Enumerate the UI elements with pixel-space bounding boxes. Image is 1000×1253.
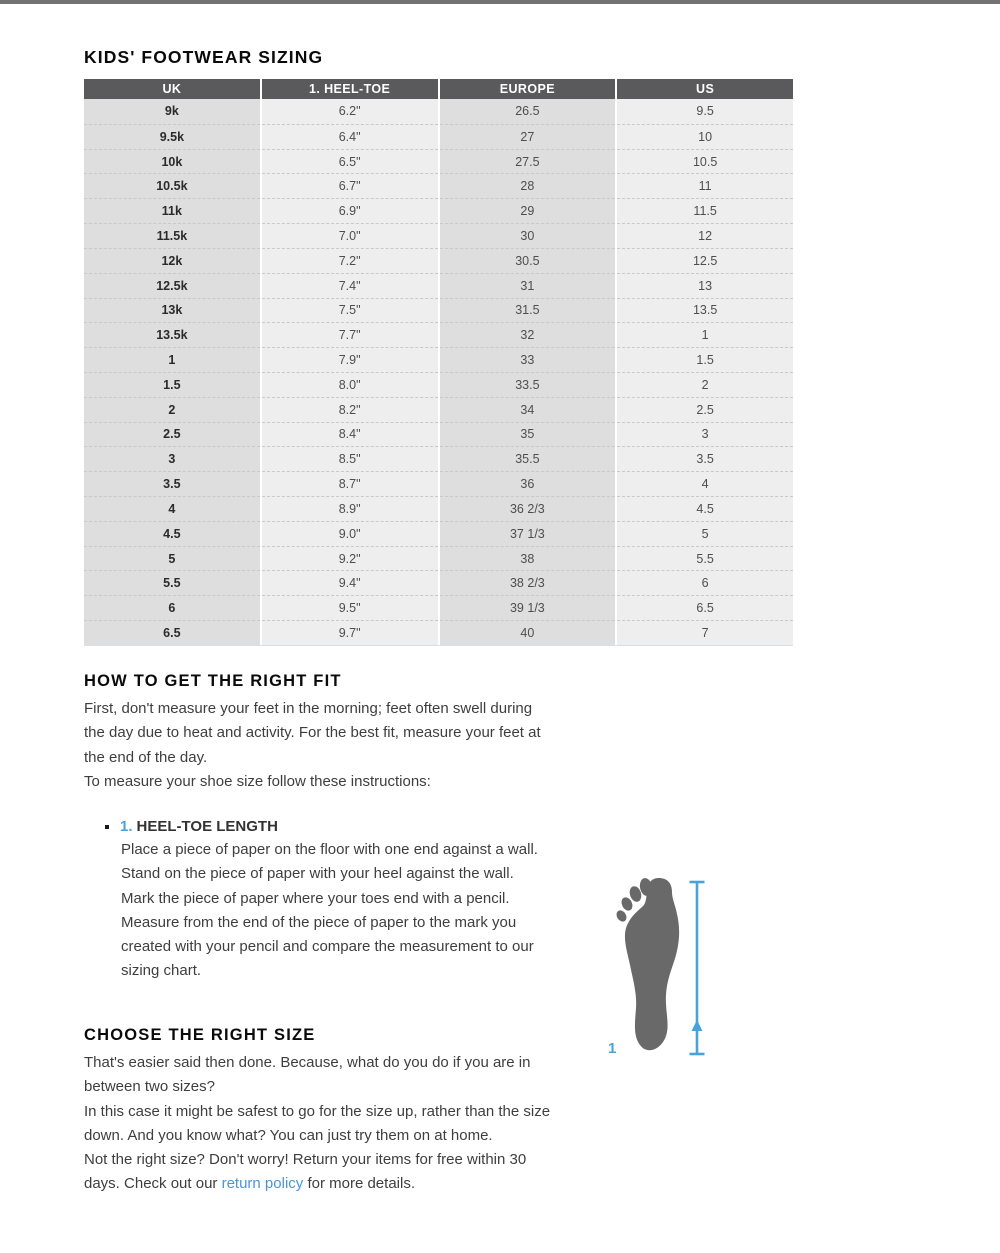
text-line: created with your pencil and compare the measurement to our: [121, 938, 534, 956]
cell-heel-toe: 7.2": [262, 248, 438, 273]
column-header-heel-toe: 1. HEEL-TOE: [262, 79, 438, 99]
text-line: down. And you know what? You can just try them on at home.: [84, 1126, 493, 1144]
cell-heel-toe: 6.2": [262, 99, 438, 124]
cell-uk: 3.5: [84, 471, 260, 496]
cell-us: 10.5: [617, 149, 793, 174]
cell-uk: 2.5: [84, 422, 260, 447]
cell-uk: 9k: [84, 99, 260, 124]
cell-europe: 27.5: [440, 149, 616, 174]
cell-uk: 1: [84, 347, 260, 372]
step-title: HEEL-TOE LENGTH: [136, 818, 278, 835]
table-row: [84, 298, 793, 323]
table-row: [84, 273, 793, 298]
table-row: [84, 397, 793, 422]
table-row: [84, 620, 793, 645]
cell-us: 1.5: [617, 347, 793, 372]
cell-europe: 28: [440, 173, 616, 198]
table-row: [84, 521, 793, 546]
text-line: sizing chart.: [121, 962, 202, 980]
cell-uk: 12.5k: [84, 273, 260, 298]
cell-europe: 38 2/3: [440, 570, 616, 595]
text-line: the day due to heat and activity. For the best fit, measure your feet at: [84, 724, 541, 742]
cell-us: 6.5: [617, 595, 793, 620]
table-row: [84, 99, 793, 124]
table-row: [84, 223, 793, 248]
text-line: between two sizes?: [84, 1078, 215, 1096]
cell-us: 13: [617, 273, 793, 298]
cell-us: 3.5: [617, 446, 793, 471]
text-line: the end of the day.: [84, 748, 208, 766]
text-line: First, don't measure your feet in the morning; feet often swell during: [84, 700, 533, 717]
cell-heel-toe: 6.9": [262, 198, 438, 223]
cell-uk: 10.5k: [84, 173, 260, 198]
cell-uk: 3: [84, 446, 260, 471]
table-row: [84, 248, 793, 273]
text-line: Measure from the end of the piece of paper to the mark you: [121, 913, 517, 931]
cell-us: 1: [617, 322, 793, 347]
text-line: Place a piece of paper on the floor with one end against a wall.: [121, 841, 538, 858]
step-instructions-paragraph: [121, 838, 538, 984]
table-row: [84, 198, 793, 223]
cell-europe: 30: [440, 223, 616, 248]
cell-us: 6: [617, 570, 793, 595]
cell-heel-toe: 9.0": [262, 521, 438, 546]
table-row: [84, 124, 793, 149]
text-line: Stand on the piece of paper with your heel against the wall.: [121, 865, 514, 883]
cell-europe: 29: [440, 198, 616, 223]
table-row: [84, 496, 793, 521]
cell-heel-toe: 8.5": [262, 446, 438, 471]
text-line: Mark the piece of paper where your toes end with a pencil.: [121, 889, 510, 907]
table-row: [84, 546, 793, 571]
measurement-arrow-icon: [690, 882, 705, 1054]
foot-silhouette-icon: [615, 877, 680, 1050]
cell-us: 4: [617, 471, 793, 496]
text-line: Not the right size? Don't worry! Return your items for free within 30: [84, 1151, 527, 1169]
cell-heel-toe: 6.5": [262, 149, 438, 174]
cell-heel-toe: 9.2": [262, 546, 438, 571]
cell-heel-toe: 9.7": [262, 620, 438, 645]
square-bullet-icon: [105, 825, 109, 829]
cell-heel-toe: 6.7": [262, 173, 438, 198]
cell-heel-toe: 8.0": [262, 372, 438, 397]
cell-europe: 33.5: [440, 372, 616, 397]
cell-us: 3: [617, 422, 793, 447]
step-number: 1.: [120, 818, 133, 835]
table-row: [84, 471, 793, 496]
cell-us: 11.5: [617, 198, 793, 223]
cell-us: 2.5: [617, 397, 793, 422]
cell-heel-toe: 7.4": [262, 273, 438, 298]
column-header-us: US: [617, 79, 793, 99]
cell-europe: 27: [440, 124, 616, 149]
cell-uk: 4: [84, 496, 260, 521]
return-line-post: for more details.: [303, 1175, 415, 1192]
cell-heel-toe: 7.7": [262, 322, 438, 347]
cell-europe: 33: [440, 347, 616, 372]
table-row: [84, 347, 793, 372]
cell-europe: 40: [440, 620, 616, 645]
page-title: KIDS' FOOTWEAR SIZING: [84, 47, 324, 67]
cell-europe: 30.5: [440, 248, 616, 273]
cell-us: 2: [617, 372, 793, 397]
cell-heel-toe: 8.4": [262, 422, 438, 447]
table-row: [84, 322, 793, 347]
column-header-uk: UK: [84, 79, 260, 99]
cell-uk: 10k: [84, 149, 260, 174]
cell-uk: 2: [84, 397, 260, 422]
cell-europe: 34: [440, 397, 616, 422]
table-row: [84, 570, 793, 595]
cell-europe: 36 2/3: [440, 496, 616, 521]
cell-europe: 38: [440, 546, 616, 571]
cell-uk: 13k: [84, 298, 260, 323]
section-heading-right-fit: HOW TO GET THE RIGHT FIT: [84, 672, 342, 690]
table-row: [84, 422, 793, 447]
top-divider-bar: [0, 0, 1000, 4]
text-line: In this case it might be safest to go for the size up, rather than the size: [84, 1102, 551, 1120]
cell-heel-toe: 7.9": [262, 347, 438, 372]
measure-instructions-intro: To measure your shoe size follow these instructions:: [84, 773, 431, 790]
return-line-pre: days. Check out our: [84, 1175, 222, 1192]
column-header-europe: EUROPE: [440, 79, 616, 99]
cell-heel-toe: 9.5": [262, 595, 438, 620]
table-row: [84, 446, 793, 471]
table-row: [84, 173, 793, 198]
cell-uk: 11k: [84, 198, 260, 223]
cell-europe: 31: [440, 273, 616, 298]
cell-us: 9.5: [617, 99, 793, 124]
cell-us: 5: [617, 521, 793, 546]
cell-europe: 31.5: [440, 298, 616, 323]
diagram-step-label: 1: [608, 1040, 617, 1057]
cell-heel-toe: 9.4": [262, 570, 438, 595]
cell-heel-toe: 7.5": [262, 298, 438, 323]
cell-europe: 35: [440, 422, 616, 447]
cell-uk: 9.5k: [84, 124, 260, 149]
cell-us: 11: [617, 173, 793, 198]
cell-uk: 5: [84, 546, 260, 571]
cell-uk: 1.5: [84, 372, 260, 397]
cell-heel-toe: 8.7": [262, 471, 438, 496]
table-row: [84, 372, 793, 397]
cell-europe: 35.5: [440, 446, 616, 471]
cell-us: 4.5: [617, 496, 793, 521]
cell-uk: 4.5: [84, 521, 260, 546]
foot-measurement-diagram: [600, 874, 720, 1060]
table-row: [84, 149, 793, 174]
cell-us: 7: [617, 620, 793, 645]
cell-europe: 39 1/3: [440, 595, 616, 620]
cell-europe: 36: [440, 471, 616, 496]
sizing-table-body: [84, 99, 793, 645]
cell-europe: 37 1/3: [440, 521, 616, 546]
cell-heel-toe: 8.2": [262, 397, 438, 422]
cell-us: 5.5: [617, 546, 793, 571]
return-policy-link[interactable]: return policy: [221, 1175, 304, 1192]
sizing-table: [84, 79, 793, 646]
section-heading-choose-size: CHOOSE THE RIGHT SIZE: [84, 1026, 316, 1044]
cell-us: 12.5: [617, 248, 793, 273]
cell-heel-toe: 8.9": [262, 496, 438, 521]
step-heel-toe-heading: [105, 817, 278, 837]
cell-uk: 6: [84, 595, 260, 620]
cell-uk: 13.5k: [84, 322, 260, 347]
cell-uk: 6.5: [84, 620, 260, 645]
cell-europe: 32: [440, 322, 616, 347]
cell-us: 13.5: [617, 298, 793, 323]
cell-us: 10: [617, 124, 793, 149]
fit-intro-paragraph: [84, 697, 541, 770]
cell-uk: 5.5: [84, 570, 260, 595]
choose-size-paragraph: [84, 1051, 550, 1172]
return-policy-line: [84, 1172, 415, 1196]
cell-uk: 12k: [84, 248, 260, 273]
cell-us: 12: [617, 223, 793, 248]
sizing-table-header-row: [84, 79, 793, 99]
cell-heel-toe: 7.0": [262, 223, 438, 248]
cell-europe: 26.5: [440, 99, 616, 124]
table-row: [84, 595, 793, 620]
cell-uk: 11.5k: [84, 223, 260, 248]
text-line: That's easier said then done. Because, what do you do if you are in: [84, 1054, 531, 1071]
cell-heel-toe: 6.4": [262, 124, 438, 149]
